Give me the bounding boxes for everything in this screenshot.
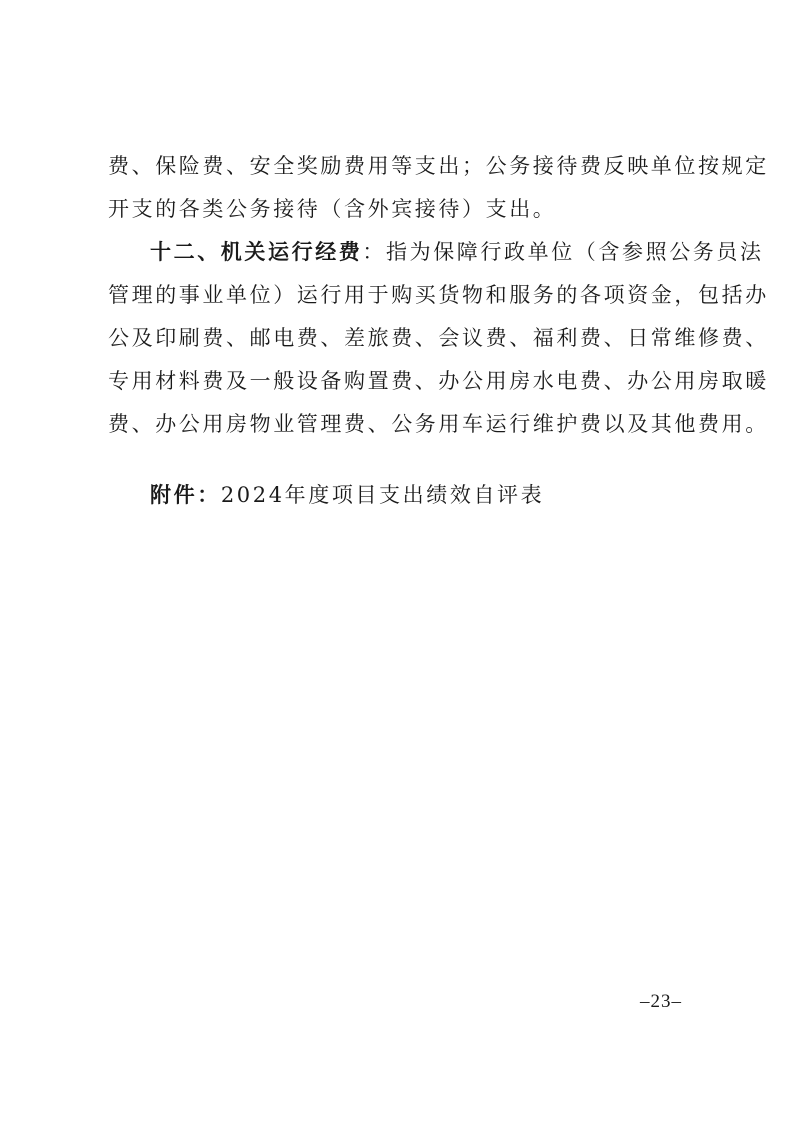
- attachment-label: 附件：: [150, 483, 221, 507]
- paragraph-line: [150, 237, 764, 267]
- paragraph-line: 费、保险费、安全奖励费用等支出；公务接待费反映单位按规定: [108, 154, 769, 178]
- attachment-line: [150, 480, 544, 510]
- paragraph-text: ：指为保障行政单位（含参照公务员法: [362, 240, 764, 264]
- paragraph-line: 开支的各类公务接待（含外宾接待）支出。: [108, 197, 557, 221]
- paragraph-line: 费、办公用房物业管理费、公务用车运行维护费以及其他费用。: [108, 412, 769, 436]
- paragraph-line: 公及印刷费、邮电费、差旅费、会议费、福利费、日常维修费、: [108, 326, 769, 350]
- attachment-title: 2024年度项目支出绩效自评表: [220, 483, 545, 507]
- paragraph-line: 管理的事业单位）运行用于购买货物和服务的各项资金，包括办: [108, 283, 769, 307]
- section-heading: 十二、机关运行经费: [150, 240, 363, 264]
- paragraph-line: 专用材料费及一般设备购置费、办公用房水电费、办公用房取暖: [108, 369, 769, 393]
- page-number: –23–: [640, 991, 682, 1012]
